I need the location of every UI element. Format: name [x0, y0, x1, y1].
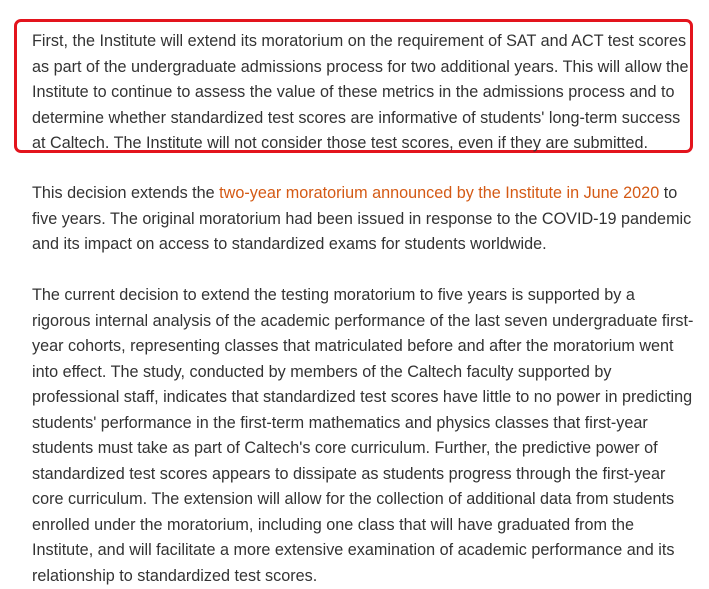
highlighted-paragraph: First, the Institute will extend its moratorium on the requirement of SAT and ACT test scores as part of the undergraduate admissions process for two additional years. This will allow the Institute to continue to assess the value of these metrics in the admissions process and to determine whether standardized test scores are informative of students' long-term success at Caltech. The Institute will not consider those test scores, even if they are submitted.: [32, 32, 689, 152]
moratorium-announcement-link[interactable]: two-year moratorium announced by the Institute in June 2020: [219, 184, 660, 202]
paragraph-moratorium-extension: [32, 181, 697, 258]
paragraph-analysis: The current decision to extend the testing moratorium to five years is supported by a rigorous internal analysis of the academic performance of the last seven undergraduate first-year cohorts, representing classes that matriculated before and after the moratorium went into effect. The study, conducted by members of the Caltech faculty supported by professional staff, indicates that standardized test scores have little to no power in predicting students' performance in the first-term mathematics and physics classes that first-year students must take as part of Caltech's core curriculum. Further, the predictive power of standardized test scores appears to dissipate as students progress through the first-year core curriculum. The extension will allow for the collection of additional data from students enrolled under the moratorium, including one class that will have graduated from the Institute, and will facilitate a more extensive examination of academic performance and its relationship to standardized test scores.: [32, 286, 694, 585]
paragraph-text-after-link: to five years. The original moratorium had been issued in response to the COVID-19 pandemic and its impact on access to standardized exams for students worldwide.: [32, 184, 692, 253]
paragraph-text-before-link: This decision extends the: [32, 184, 220, 202]
